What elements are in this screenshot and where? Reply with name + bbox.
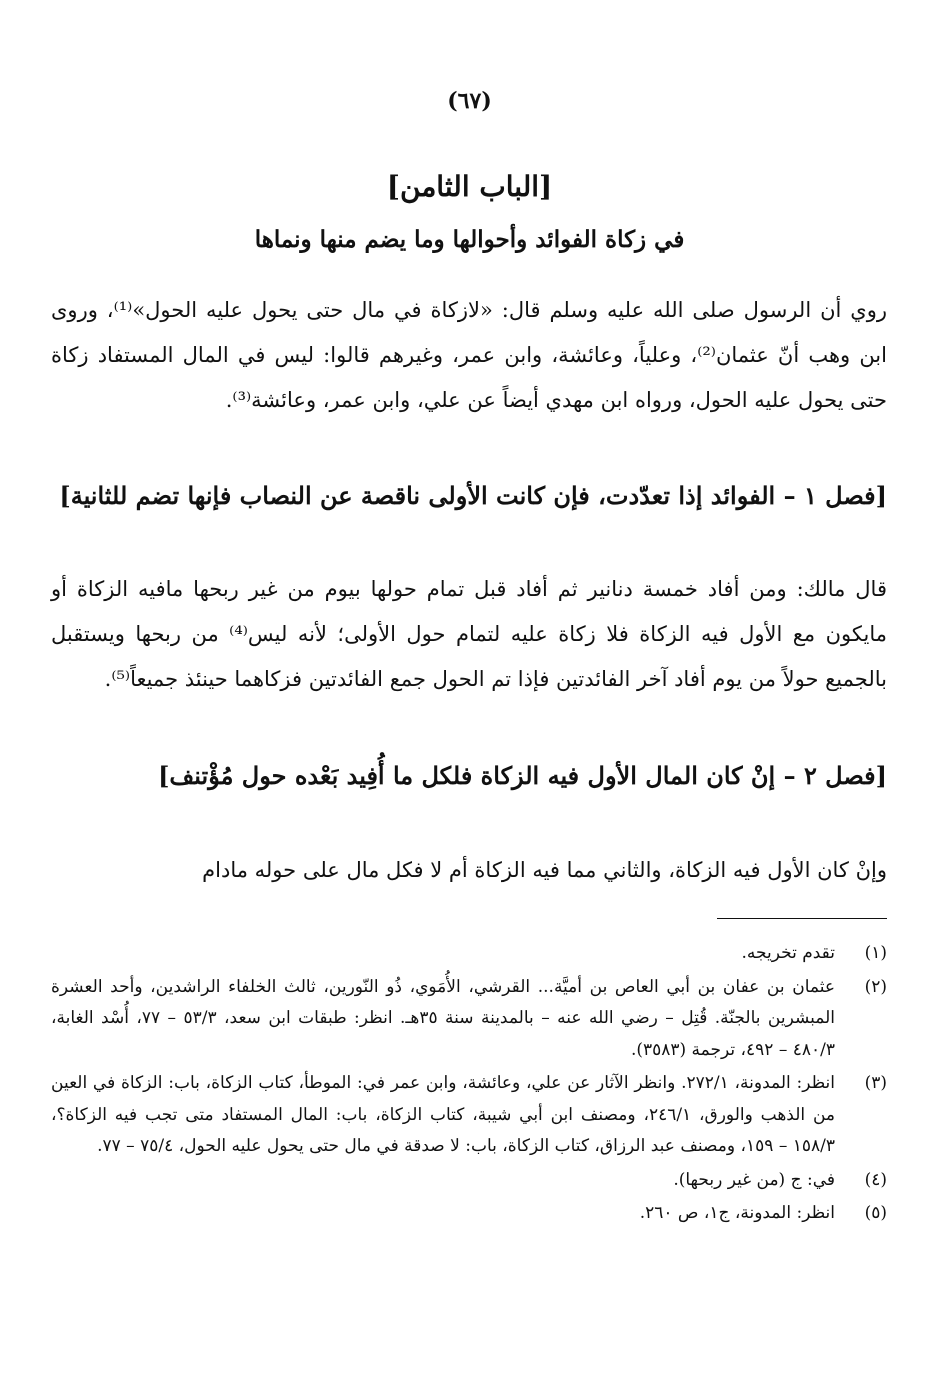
footnote-item bbox=[51, 1068, 887, 1163]
footnote-text: في: ج (من غير ربحها). bbox=[673, 1169, 835, 1190]
chapter-title: [الباب الثامن] bbox=[386, 170, 553, 203]
section-2-paragraph: وإنْ كان الأول فيه الزكاة، والثاني مما فيه الزكاة أم لا فكل مال على حوله مادام bbox=[202, 858, 887, 882]
footnote-number: (٣) bbox=[864, 1073, 887, 1093]
section-1-paragraph: قال مالك: ومن أفاد خمسة دنانير ثم أفاد قبل تمام حولها بيوم من غير ربحها مافيه الزكاة أو مايكون مع الأول فيه الزكاة فلا زكاة عليه لتمام حول الأولى؛ لأنه ليس⁽⁴⁾ من ربحها ويستقبل بالجميع حولاً من يوم أفاد آخر الفائدتين فإذا تم الحول جمع الفائدتين فزكاهما حينئذ جميعاً⁽⁵⁾. bbox=[51, 577, 887, 691]
footnote-divider bbox=[717, 918, 887, 919]
footnote-item bbox=[51, 1198, 887, 1230]
footnote-number: (١) bbox=[864, 943, 887, 963]
intro-paragraph: روي أن الرسول صلى الله عليه وسلم قال: «لازكاة في مال حتى يحول عليه الحول»⁽¹⁾، وروى ابن وهب أنّ عثمان⁽²⁾، وعلياً، وعائشة، وابن عمر، وغيرهم قالوا: ليس في المال المستفاد زكاة حتى يحول عليه الحول، ورواه ابن مهدي أيضاً عن علي، وابن عمر، وعائشة⁽³⁾. bbox=[51, 298, 887, 412]
footnote-item bbox=[51, 1165, 887, 1197]
section-2-heading: [فصل ٢ – إنْ كان المال الأول فيه الزكاة فلكل ما أُفِيد بَعْده حول مُؤْتنف] bbox=[158, 761, 887, 790]
footnote-number: (٢) bbox=[864, 976, 887, 997]
footnote-text: عثمان بن عفان بن أبي العاص بن أميَّة... القرشي، الأُمَوي، ذُو النّورين، ثالث الخلفاء الراشدين، وأحد العشرة المبشرين بالجنّة. قُتِل – رضي الله عنه – بالمدينة سنة ٣٥هـ. انظر: طبقات ابن سعد، ٥٣/٣ – ٧٧، أُسْد الغابة، ٤٨٠/٣ – ٤٩٢، ترجمة (٣٥٨٣). bbox=[51, 976, 835, 1060]
footnote-text: انظر: المدونة، ٢٧٢/١. وانظر الآثار عن علي، وعائشة، وابن عمر في: الموطأ، كتاب الزكاة، باب: الزكاة في العين من الذهب والورق، ٢٤٦/١، ومصنف ابن أبي شيبة، كتاب الزكاة، باب: المال المستفاد متى تجب فيه الزكاة؟، ١٥٨/٣ – ١٥٩، ومصنف عبد الرزاق، كتاب الزكاة، باب: لا صدقة في مال حتى يحول عليه الحول، ٧٥/٤ – ٧٧. bbox=[51, 1073, 836, 1156]
footnote-item bbox=[51, 972, 887, 1067]
page-number: (٦٧) bbox=[447, 88, 492, 114]
chapter-subtitle: في زكاة الفوائد وأحوالها وما يضم منها ونماها bbox=[254, 226, 685, 253]
footnote-number: (٥) bbox=[864, 1203, 887, 1223]
footnote-text: انظر: المدونة، ج١، ص ٢٦٠. bbox=[639, 1203, 835, 1223]
footnotes bbox=[51, 938, 887, 1232]
footnote-item bbox=[51, 938, 887, 970]
section-1-heading: [فصل ١ – الفوائد إذا تعدّدت، فإن كانت الأولى ناقصة عن النصاب فإنها تضم للثانية] bbox=[59, 481, 887, 510]
footnote-text: تقدم تخريجه. bbox=[741, 943, 835, 963]
footnote-number: (٤) bbox=[864, 1169, 887, 1190]
